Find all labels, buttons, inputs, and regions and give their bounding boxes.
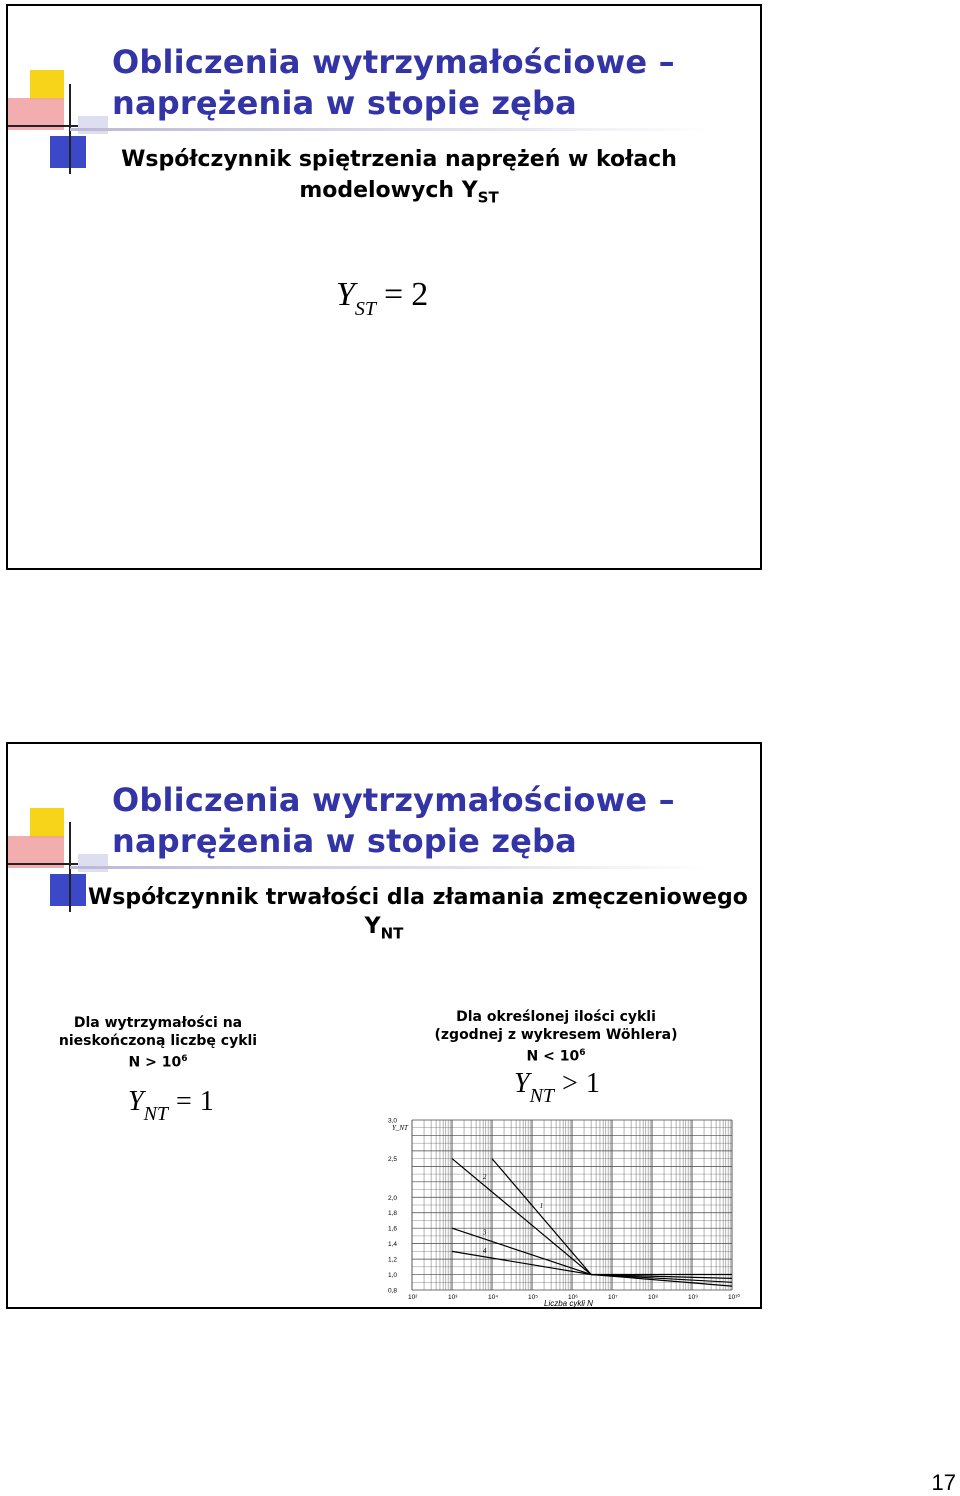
formula-symbol: Y <box>336 276 355 313</box>
y-tick-label: 2,5 <box>388 1156 398 1164</box>
right-line-3 <box>428 1044 684 1066</box>
subtitle-line-1: Współczynnik spiętrzenia naprężeń w kołach <box>121 147 677 172</box>
x-tick-label: 10⁶ <box>568 1294 578 1301</box>
formula-yst <box>336 276 428 321</box>
left-line-2: nieskończoną liczbę cykli <box>58 1033 258 1049</box>
y-tick-label: 1,0 <box>388 1272 398 1280</box>
slide-subtitle: Współczynnik trwałości dla złamania zmęczeniowego <box>88 885 748 910</box>
slide-title-line-1: Obliczenia wytrzymałościowe – <box>112 43 675 81</box>
x-tick-label: 10³ <box>448 1294 458 1301</box>
slide-1 <box>6 4 762 570</box>
formula-symbol: Y <box>514 1068 530 1099</box>
formula-operator: > <box>562 1068 578 1099</box>
x-tick-label: 10⁹ <box>688 1294 699 1301</box>
y-tick-label: 1,8 <box>388 1210 398 1218</box>
right-line-1: Dla określonej ilości cykli <box>456 1009 656 1025</box>
subtitle-subscript: ST <box>477 188 499 207</box>
subtitle-subscript: NT <box>380 924 404 943</box>
left-column-text <box>58 1014 258 1072</box>
title-divider <box>70 866 710 869</box>
right-column-text <box>428 1008 684 1066</box>
wohler-chart <box>386 1110 742 1308</box>
formula-symbol: Y <box>128 1086 144 1117</box>
left-line-3 <box>58 1050 258 1072</box>
y-tick-label: 1,2 <box>388 1256 398 1264</box>
y-tick-label: 1,6 <box>388 1225 398 1233</box>
slide-title-line-2: naprężenia w stopie zęba <box>112 822 577 860</box>
y-tick-label: 3,0 <box>388 1117 398 1125</box>
right-line-2: (zgodnej z wykresem Wöhlera) <box>434 1027 678 1043</box>
slide-subtitle <box>8 144 760 213</box>
formula-operator: = <box>384 276 404 313</box>
formula-subscript: ST <box>354 298 377 320</box>
formula-value: 1 <box>585 1068 600 1099</box>
series-label-1: 1 <box>539 1201 544 1210</box>
slide-title-line-1: Obliczenia wytrzymałościowe – <box>112 781 675 819</box>
formula-subscript: NT <box>529 1085 555 1107</box>
x-tick-label: 10⁵ <box>528 1294 538 1301</box>
subtitle-line-2 <box>38 175 760 213</box>
series-label-2: 2 <box>482 1172 487 1181</box>
chart-y-ticks <box>388 1118 397 1295</box>
slide-title <box>112 42 675 124</box>
title-divider <box>70 128 710 131</box>
formula-ynt-left <box>128 1086 214 1126</box>
left-line-1: Dla wytrzymałości na <box>73 1015 243 1031</box>
series-label-4: 4 <box>482 1247 487 1255</box>
series-label-3: 3 <box>482 1228 487 1237</box>
subtitle-symbol: Y <box>364 914 381 939</box>
left-line-3-text: N > 10 <box>128 1054 182 1071</box>
slide-2 <box>6 742 762 1309</box>
right-line-3-exponent: 6 <box>579 1048 586 1058</box>
x-tick-label: 10⁴ <box>488 1294 499 1301</box>
y-tick-label: 1,4 <box>388 1241 398 1249</box>
slide-title-line-2: naprężenia w stopie zęba <box>112 84 577 122</box>
chart-y-axis-label: Y_NT <box>392 1124 408 1132</box>
x-tick-label: 10⁷ <box>608 1294 618 1301</box>
right-line-3-text: N < 10 <box>526 1048 580 1065</box>
chart-x-axis-label: Liczba cykli N <box>544 1299 593 1308</box>
page-number: 17 <box>931 1470 956 1495</box>
formula-value: 2 <box>411 276 429 313</box>
subtitle-symbol: modelowych Y <box>299 178 478 203</box>
x-tick-label: 10⁸ <box>648 1294 658 1301</box>
x-tick-label: 10² <box>408 1294 418 1301</box>
subtitle-line-2 <box>8 914 760 942</box>
chart-grid <box>412 1120 732 1290</box>
y-tick-label: 0,8 <box>388 1287 398 1295</box>
formula-ynt-right <box>514 1068 600 1108</box>
y-tick-label: 2,0 <box>388 1194 398 1202</box>
x-tick-label: 10¹⁰ <box>728 1294 741 1301</box>
formula-value: 1 <box>199 1086 214 1117</box>
slide-title <box>112 780 675 862</box>
formula-operator: = <box>176 1086 192 1117</box>
left-line-3-exponent: 6 <box>181 1054 188 1064</box>
formula-subscript: NT <box>143 1103 169 1125</box>
